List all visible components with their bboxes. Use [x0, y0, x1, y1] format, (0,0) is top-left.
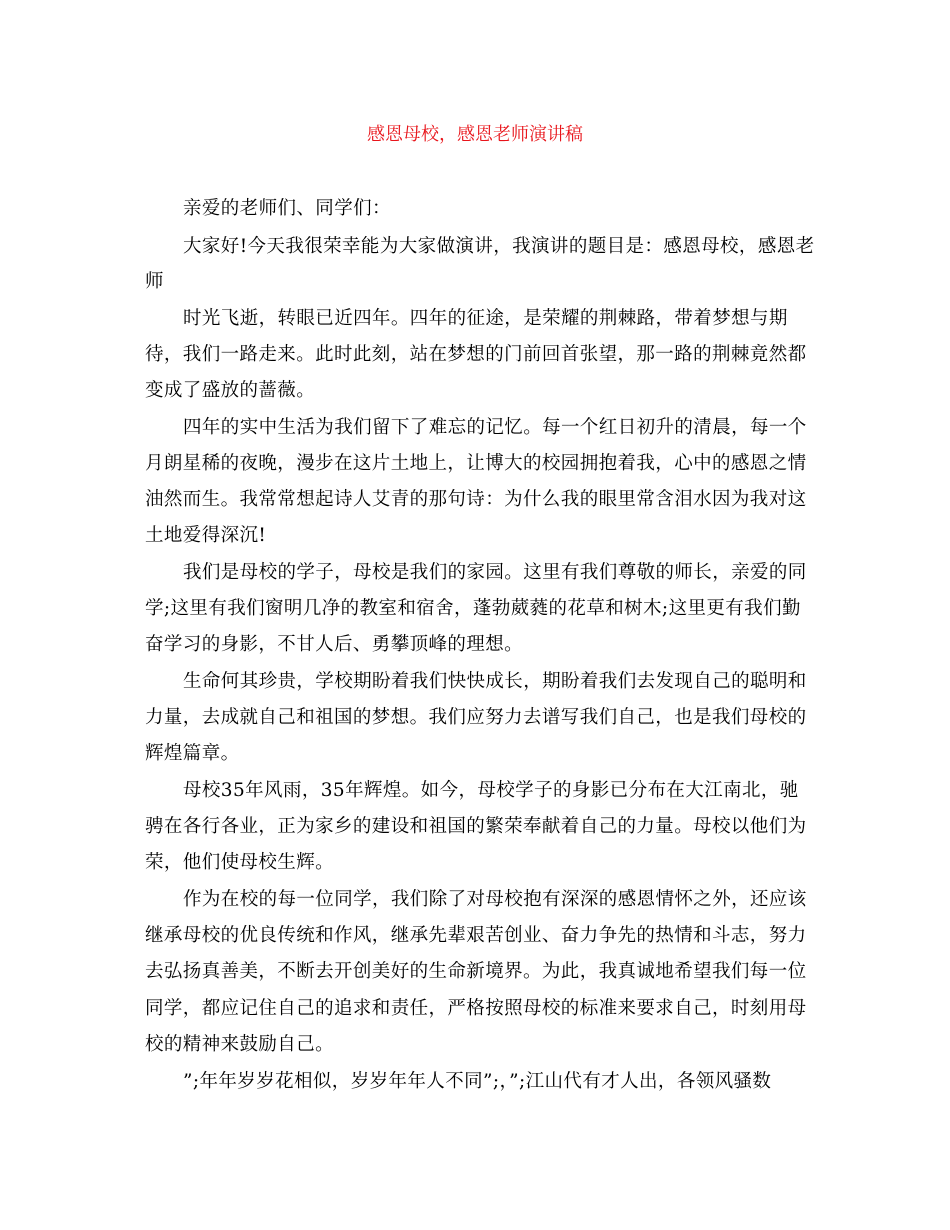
text-line: 待，我们一路走来。此时此刻，站在梦想的门前回首张望，那一路的荆棘竟然都 — [145, 344, 807, 365]
text-line: ”;年年岁岁花相似，岁岁年年人不同”;，”;江山代有才人出，各领风骚数 — [183, 1071, 772, 1092]
text-line: 油然而生。我常常想起诗人艾青的那句诗：为什么我的眼里常含泪水因为我对这 — [145, 489, 807, 510]
text-line: 大家好!今天我很荣幸能为大家做演讲，我演讲的题目是：感恩母校，感恩老 — [183, 236, 815, 257]
text-line: 去弘扬真善美，不断去开创美好的生命新境界。为此，我真诚地希望我们每一位 — [145, 961, 807, 982]
text-line: 同学，都应记住自己的追求和责任，严格按照母校的标准来要求自己，时刻用母 — [145, 998, 807, 1019]
text-line: 校的精神来鼓励自己。 — [145, 1034, 335, 1055]
text-line: 亲爱的老师们、同学们： — [183, 198, 391, 219]
text-line: 生命何其珍贵，学校期盼着我们快快成长，期盼着我们去发现自己的聪明和 — [183, 671, 807, 692]
text-line: 作为在校的每一位同学，我们除了对母校抱有深深的感恩情怀之外，还应该 — [183, 889, 807, 910]
text-line: 我们是母校的学子，母校是我们的家园。这里有我们尊敬的师长，亲爱的同 — [183, 562, 807, 583]
text-line: 时光飞逝，转眼已近四年。四年的征途，是荣耀的荆棘路，带着梦想与期 — [183, 308, 788, 329]
text-line: 辉煌篇章。 — [145, 743, 240, 764]
text-line: 力量，去成就自己和祖国的梦想。我们应努力去谱写我们自己，也是我们母校的 — [145, 707, 807, 728]
text-line: 四年的实中生活为我们留下了难忘的记忆。每一个红日初升的清晨，每一个 — [183, 417, 807, 438]
text-line: 变成了盛放的蔷薇。 — [145, 380, 316, 401]
text-line: 继承母校的优良传统和作风，继承先辈艰苦创业、奋力争先的热情和斗志，努力 — [145, 925, 807, 946]
text-line: 母校35年风雨，35年辉煌。如今，母校学子的身影已分布在大江南北，驰 — [183, 780, 799, 801]
text-line: 土地爱得深沉! — [145, 525, 267, 546]
text-line: 奋学习的身影，不甘人后、勇攀顶峰的理想。 — [145, 634, 524, 655]
text-line: 学;这里有我们窗明几净的教室和宿舍，蓬勃葳蕤的花草和树木;这里更有我们勤 — [145, 598, 801, 619]
text-line: 月朗星稀的夜晚，漫步在这片土地上，让博大的校园拥抱着我，心中的感恩之情 — [145, 453, 807, 474]
text-line: 师 — [145, 271, 164, 292]
text-line: 骋在各行各业，正为家乡的建设和祖国的繁荣奉献着自己的力量。母校以他们为 — [145, 816, 807, 837]
document-title: 感恩母校，感恩老师演讲稿 — [367, 124, 583, 145]
text-line: 荣，他们使母校生辉。 — [145, 852, 335, 873]
